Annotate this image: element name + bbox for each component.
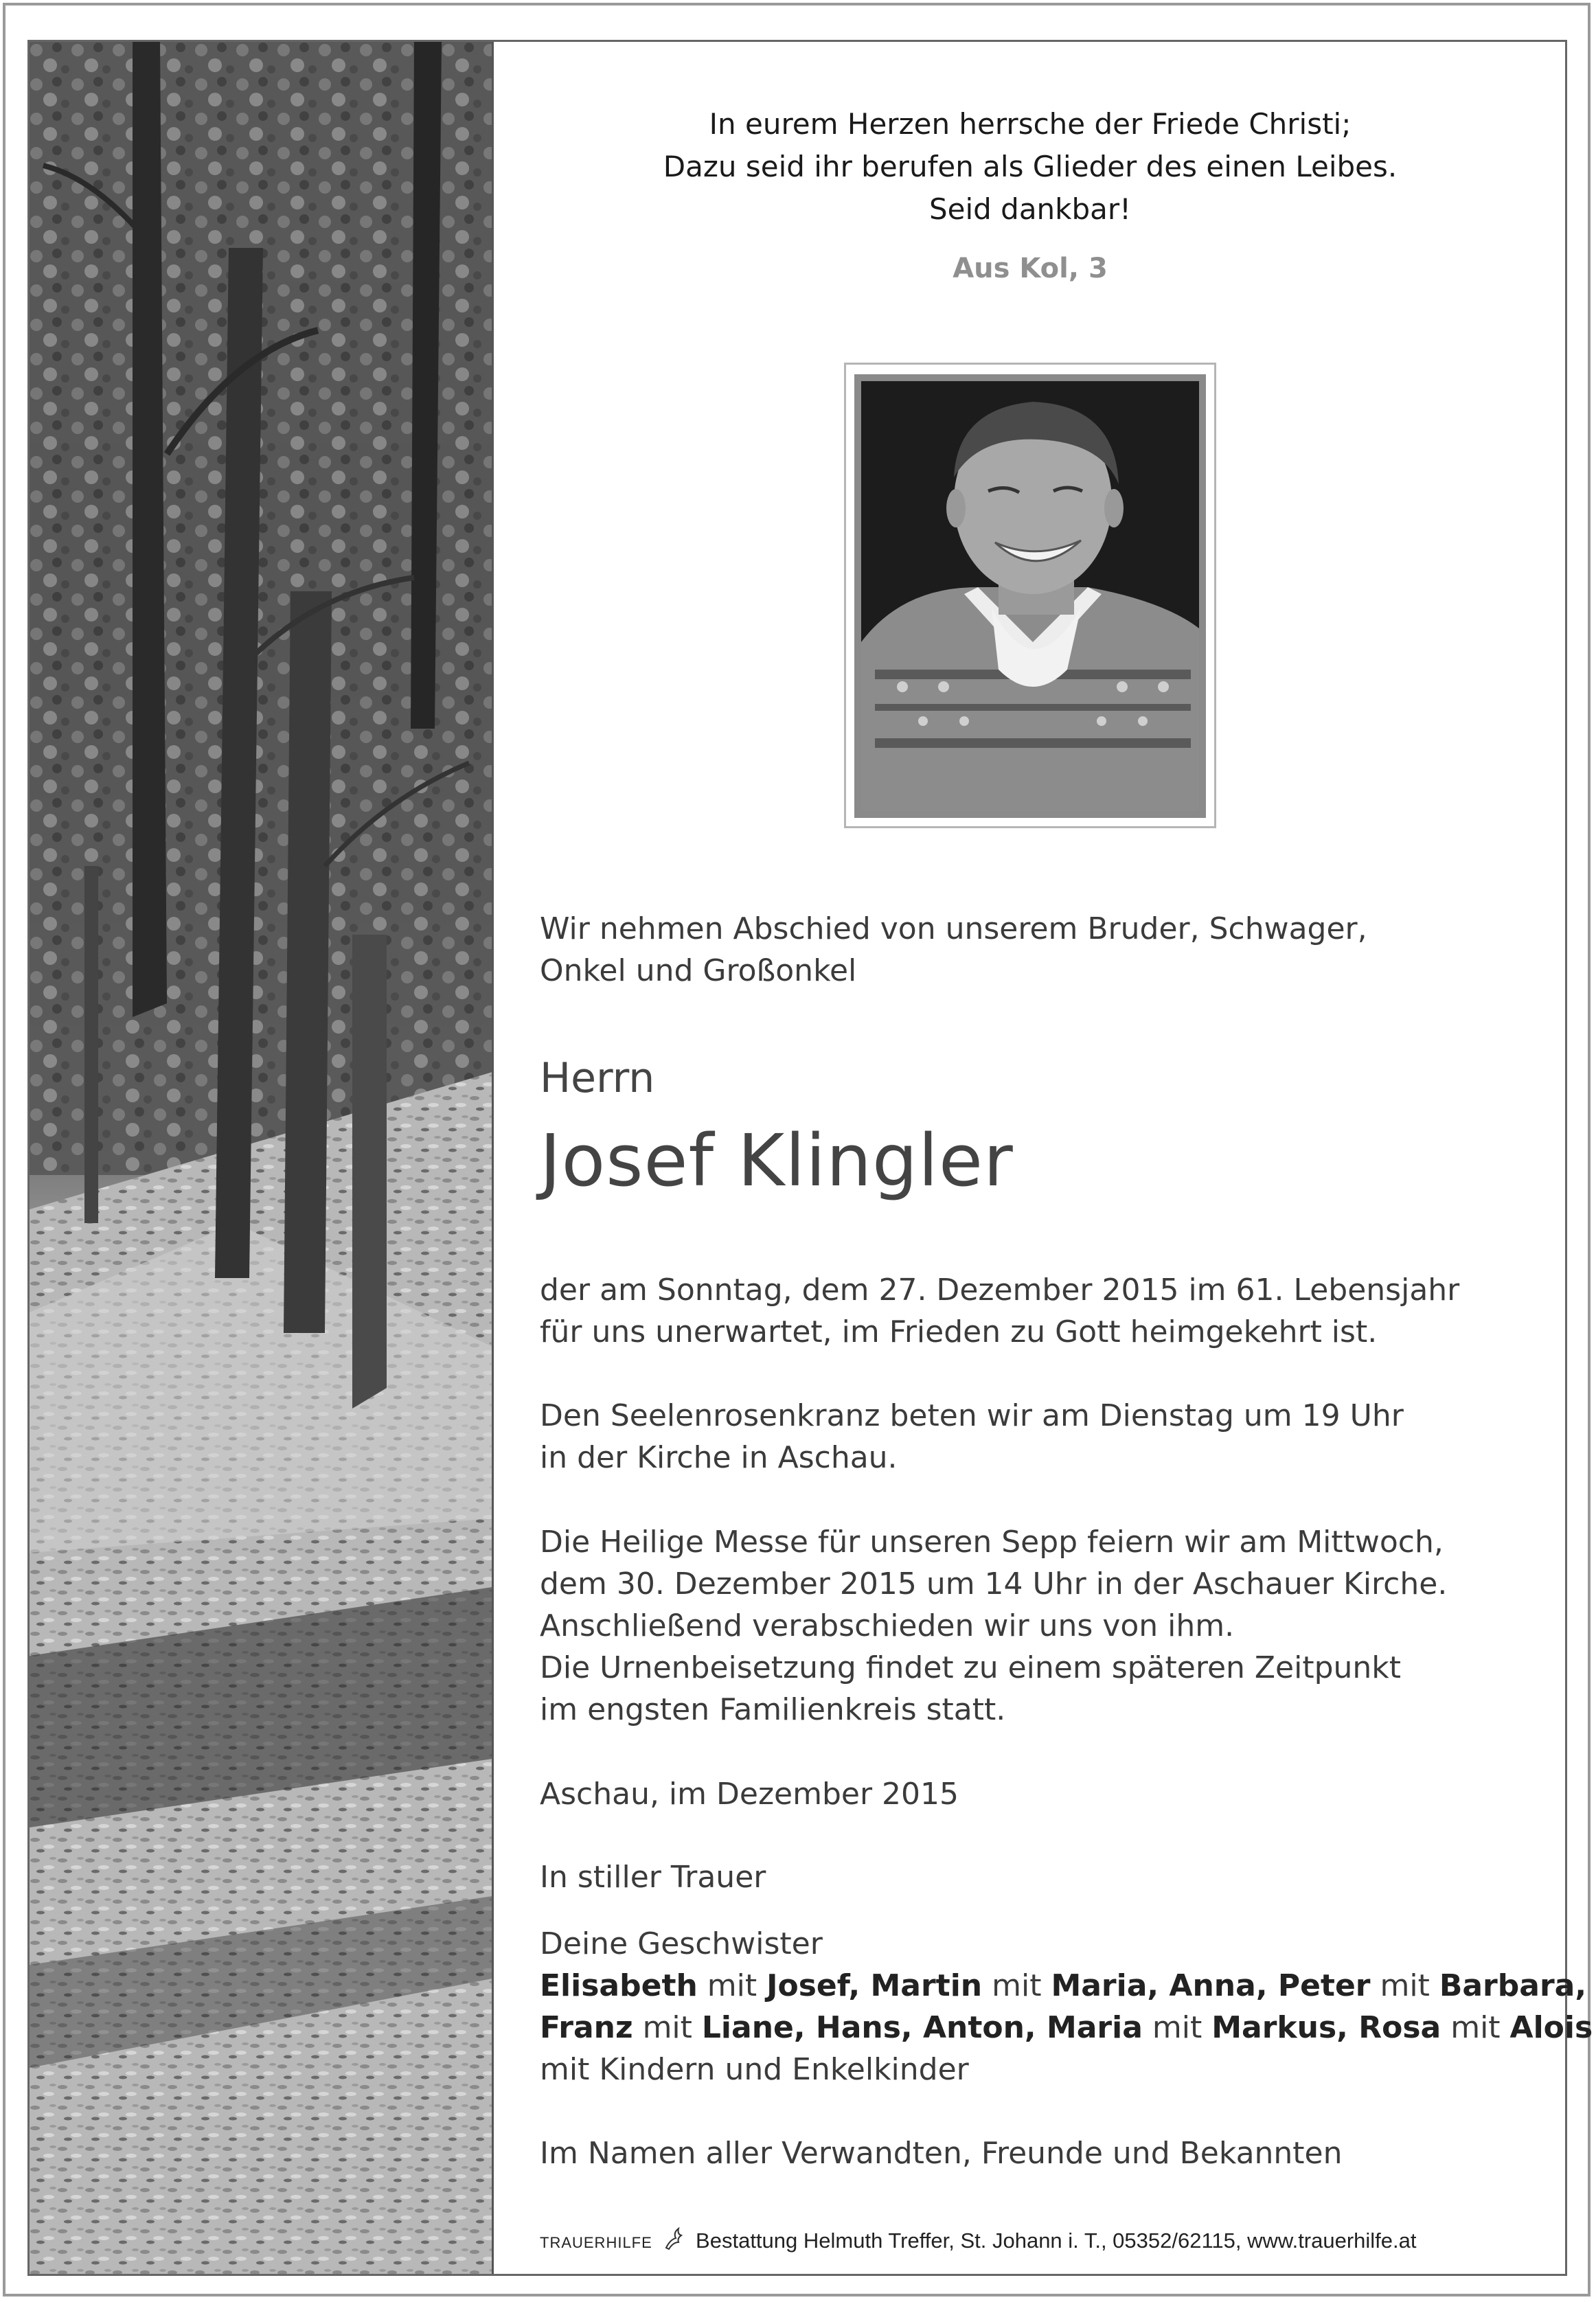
rosary-line: in der Kirche in Aschau.: [540, 1440, 898, 1475]
death-line: der am Sonntag, dem 27. Dezember 2015 im 61. Lebensjahr: [540, 1273, 1460, 1308]
family-line: [540, 2007, 1593, 2049]
family-heading: Deine Geschwister: [540, 1926, 823, 1961]
family-connector: mit: [632, 2010, 702, 2045]
photo-divider: [492, 42, 494, 2274]
mass-line: Die Heilige Messe für unseren Sepp feiern wir am Mittwoch,: [540, 1525, 1444, 1560]
salutation: Herrn: [540, 1054, 655, 1102]
family-names: Alois: [1509, 2010, 1593, 2045]
portrait-photo: [854, 374, 1206, 818]
intro-line: Wir nehmen Abschied von unserem Bruder, Schwager,: [540, 911, 1367, 946]
bible-quote: [522, 103, 1538, 231]
death-notice: [540, 1269, 1459, 1353]
intro-line: Onkel und Großonkel: [540, 953, 857, 988]
death-line: für uns unerwartet, im Frieden zu Gott heimgekehrt ist.: [540, 1314, 1378, 1349]
family-connector: mit: [1370, 1968, 1439, 2003]
family-connector: mit: [1441, 2010, 1510, 2045]
family-names: Barbara,: [1439, 1968, 1587, 2003]
quote-line: Dazu seid ihr berufen als Glieder des einen Leibes.: [663, 150, 1398, 183]
mass-line: dem 30. Dezember 2015 um 14 Uhr in der Aschauer Kirche.: [540, 1566, 1448, 1602]
family-names: Franz: [540, 2010, 633, 2045]
mass-line: Anschließend verabschieden wir uns von ihm.: [540, 1608, 1235, 1643]
footer-text: Bestattung Helmuth Treffer, St. Johann i. T., 05352/62115, www.trauerhilfe.at: [696, 2229, 1417, 2253]
farewell-intro: [540, 908, 1367, 992]
family-connector: mit: [982, 1968, 1051, 2003]
mass-line: Die Urnenbeisetzung findet zu einem späteren Zeitpunkt: [540, 1650, 1402, 1685]
family-names: Maria, Anna, Peter: [1051, 1968, 1371, 2003]
family-line: mit Kindern und Enkelkinder: [540, 2052, 969, 2087]
forest-path-photo: [30, 42, 492, 2274]
brand-name: TRAUERHILFE: [540, 2234, 652, 2251]
rosary-line: Den Seelenrosenkranz beten wir am Dienstag um 19 Uhr: [540, 1398, 1404, 1433]
family-names: Liane, Hans, Anton, Maria: [701, 2010, 1143, 2045]
quote-line: Seid dankbar!: [928, 192, 1132, 226]
dove-icon: [663, 2227, 684, 2252]
rosary-notice: [540, 1395, 1404, 1479]
family-line: [540, 1965, 1593, 2007]
deceased-name: Josef Klingler: [540, 1119, 1014, 1203]
quote-line: In eurem Herzen herrsche der Friede Christi;: [709, 107, 1352, 141]
family-names: Markus, Rosa: [1211, 2010, 1441, 2045]
mourning-phrase: In stiller Trauer: [540, 1860, 766, 1895]
place-date: Aschau, im Dezember 2015: [540, 1777, 959, 1812]
family-connector: mit: [1142, 2010, 1212, 2045]
mass-notice: [540, 1521, 1447, 1731]
quote-source: Aus Kol, 3: [953, 253, 1108, 284]
closing-line: Im Namen aller Verwandten, Freunde und Bekannten: [540, 2136, 1343, 2171]
funeral-home-footer: [540, 2227, 1417, 2253]
family-names: Josef, Martin: [766, 1968, 983, 2003]
mass-line: im engsten Familienkreis statt.: [540, 1692, 1006, 1727]
family-list: [540, 1923, 1593, 2090]
family-connector: mit: [697, 1968, 767, 2003]
family-names: Elisabeth: [540, 1968, 698, 2003]
